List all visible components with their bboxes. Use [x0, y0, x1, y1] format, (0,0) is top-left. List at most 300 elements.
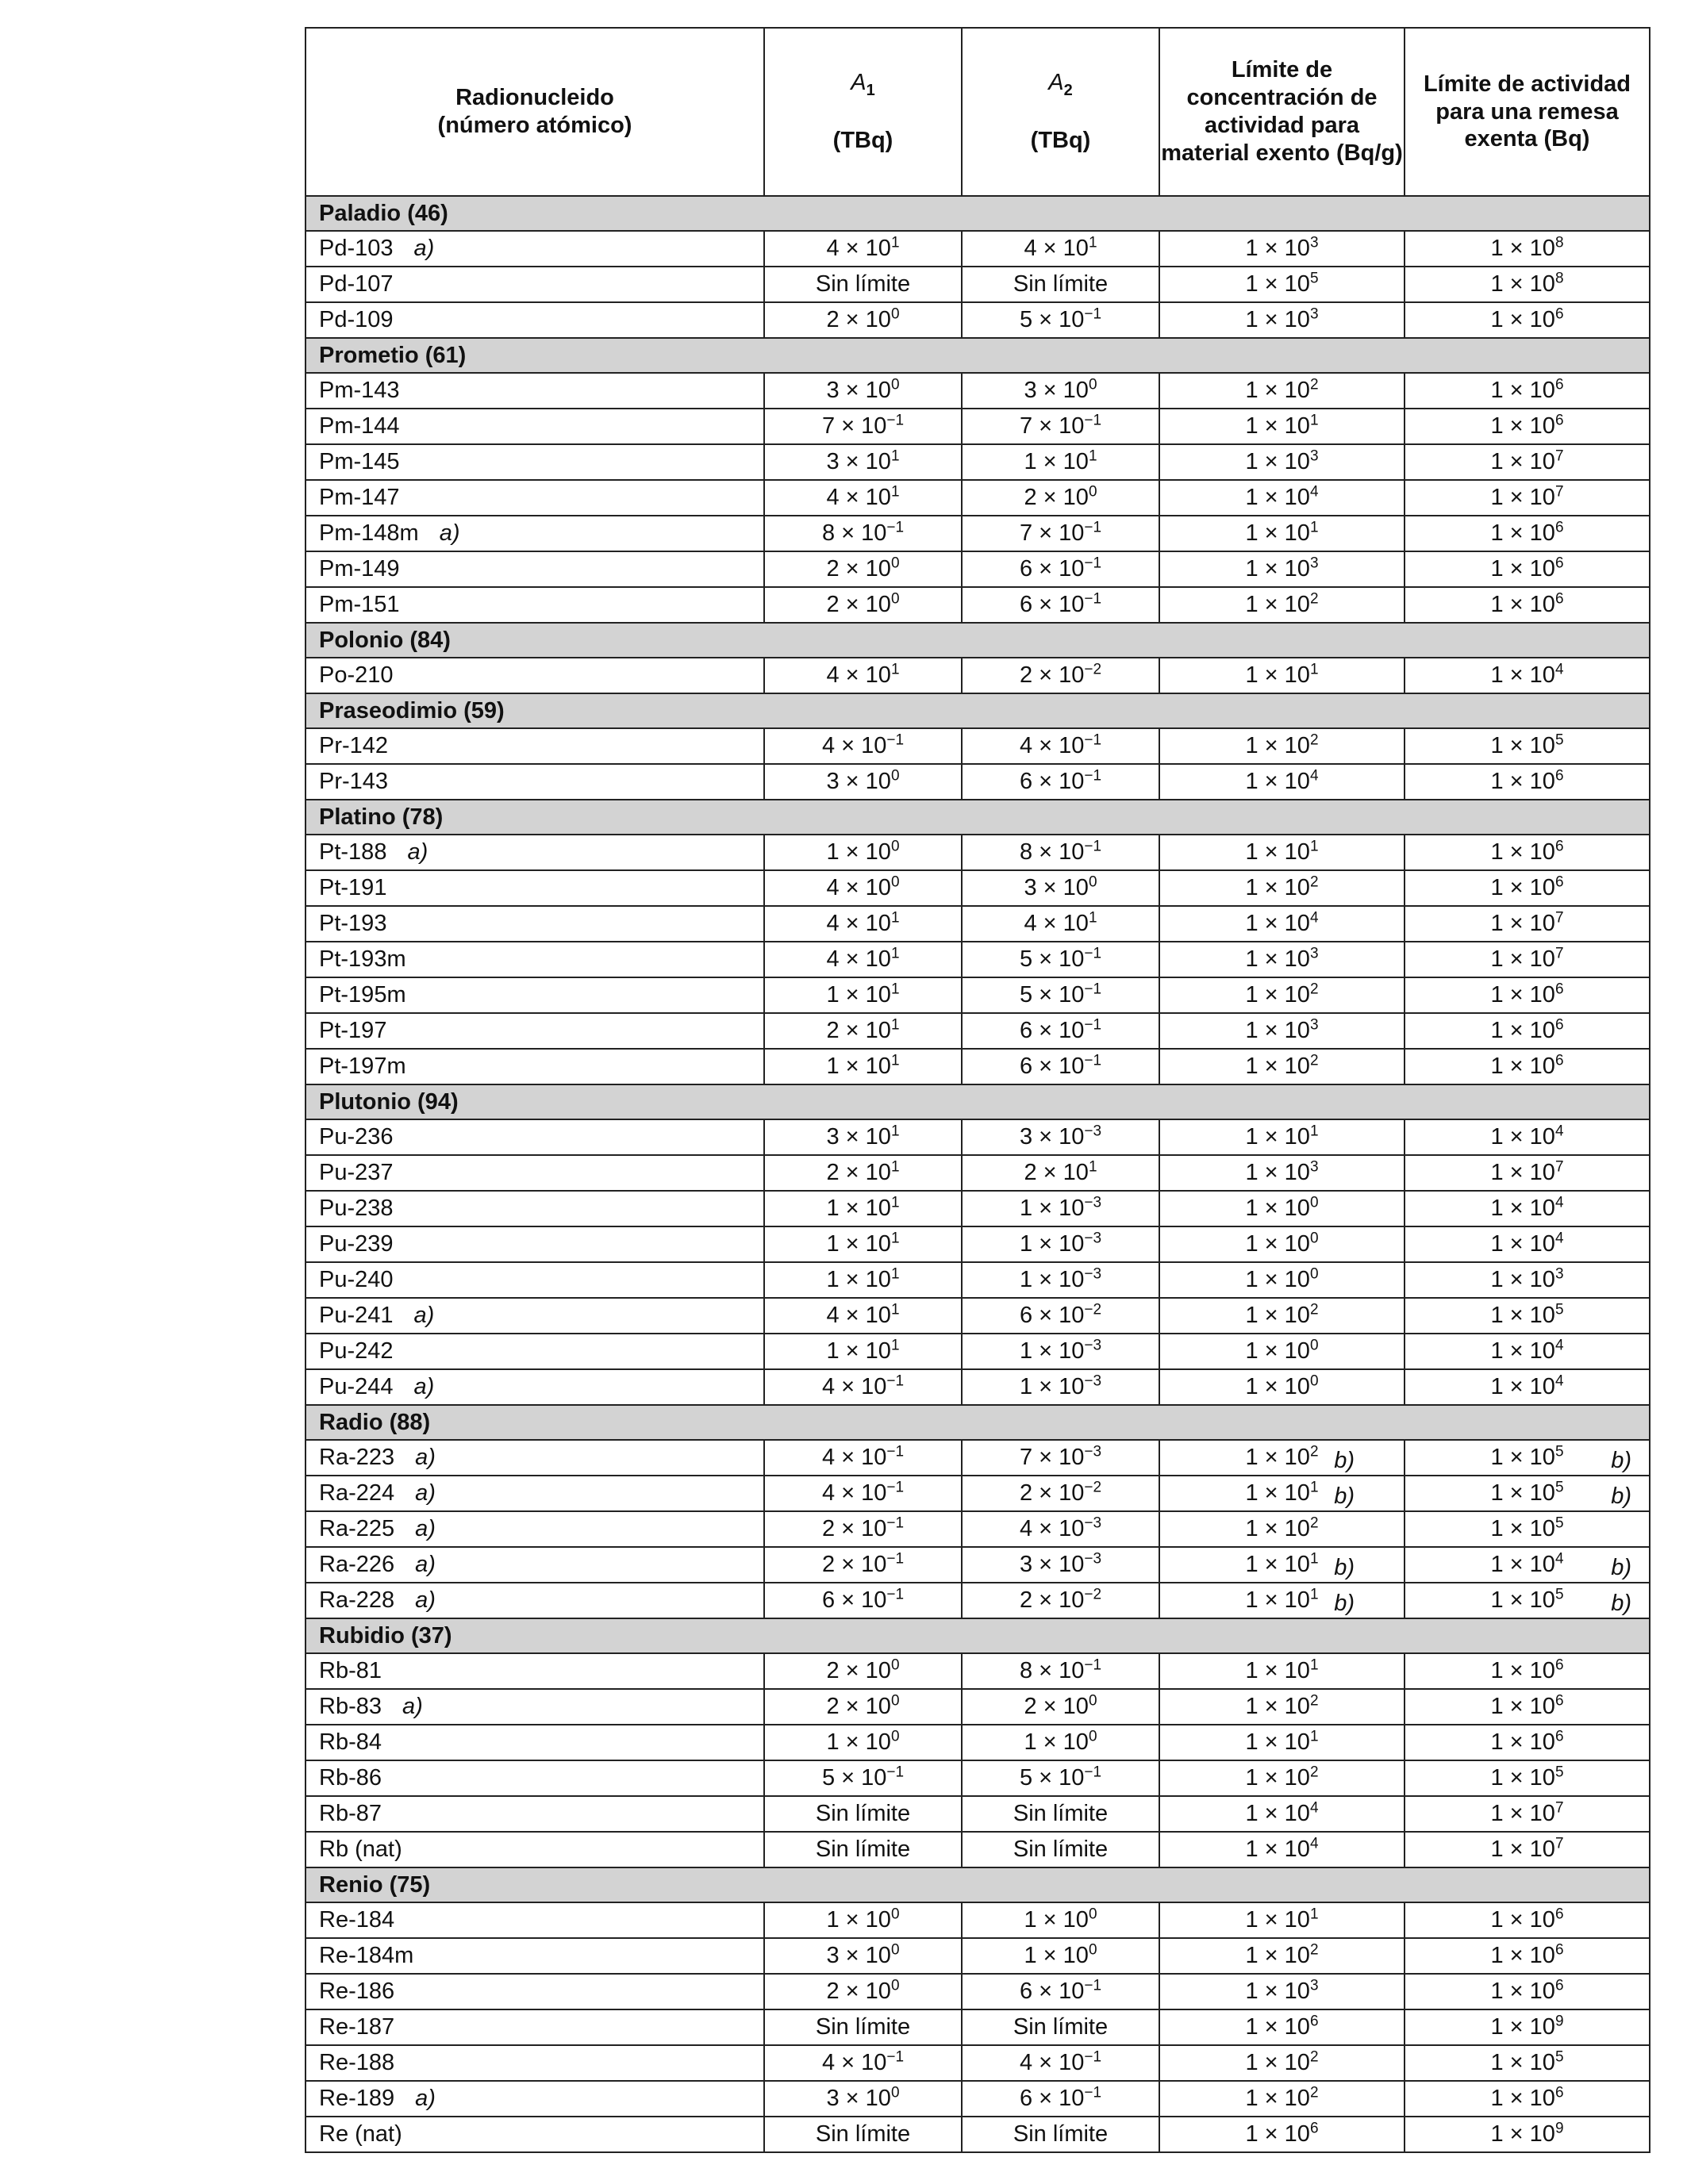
- table-row: [306, 835, 1650, 870]
- concentration-times: × 10: [1258, 1587, 1310, 1614]
- concentration-cell: [1159, 409, 1405, 444]
- a2-exponent: −1: [1084, 731, 1102, 749]
- concentration-exponent: 2: [1309, 873, 1319, 891]
- concentration-exponent: 3: [1309, 555, 1319, 572]
- consignment-times: × 10: [1503, 520, 1555, 547]
- consignment-cell: [1405, 1440, 1650, 1476]
- nuclide-cell: [306, 1974, 764, 2009]
- a1-exponent: 0: [890, 2084, 900, 2101]
- consignment-mantissa: 1: [1490, 1303, 1504, 1329]
- a2-times: × 10: [1032, 1552, 1085, 1578]
- consignment-cell: [1405, 1155, 1650, 1191]
- a2-mantissa: 1: [1019, 1267, 1033, 1293]
- a1-text: Sin límite: [815, 1837, 911, 1863]
- consignment-exponent: 6: [1554, 2084, 1564, 2101]
- a1-cell: [764, 1155, 962, 1191]
- a2-exponent: −1: [1084, 1656, 1102, 1674]
- consignment-mantissa: 1: [1490, 1765, 1504, 1791]
- concentration-exponent: 2: [1309, 2048, 1319, 2066]
- nuclide-name: Pu-238: [319, 1196, 394, 1222]
- a2-cell: [962, 1298, 1159, 1334]
- concentration-footnote: b): [1334, 1448, 1355, 1473]
- a2-exponent: 1: [1088, 909, 1097, 927]
- consignment-times: × 10: [1503, 1445, 1555, 1471]
- a2-cell: [962, 2117, 1159, 2152]
- concentration-exponent: 3: [1309, 945, 1319, 962]
- a2-times: × 10: [1032, 1658, 1085, 1684]
- consignment-mantissa: 1: [1490, 1837, 1504, 1863]
- a1-times: × 10: [835, 1445, 887, 1471]
- a1-mantissa: 1: [826, 1196, 840, 1222]
- a2-cell: [962, 1226, 1159, 1262]
- consignment-mantissa: 1: [1490, 1516, 1504, 1542]
- concentration-exponent: 2: [1309, 376, 1319, 393]
- a2-times: × 10: [1032, 1587, 1085, 1614]
- table-row: [306, 231, 1650, 267]
- header-radionuclide-label: Radionucleido: [455, 85, 614, 111]
- a2-times: × 10: [1032, 1374, 1085, 1400]
- consignment-cell: [1405, 1902, 1650, 1938]
- nuclide-name: Pt-188: [319, 839, 387, 866]
- nuclide-name: Po-210: [319, 662, 394, 689]
- consignment-times: × 10: [1503, 1018, 1555, 1044]
- concentration-mantissa: 1: [1245, 1231, 1259, 1257]
- concentration-exponent: 2: [1309, 1941, 1319, 1959]
- nuclide-name: Pr-142: [319, 733, 389, 759]
- a2-mantissa: 8: [1019, 1658, 1033, 1684]
- consignment-exponent: 7: [1554, 909, 1564, 927]
- a1-cell: [764, 1689, 962, 1725]
- a2-times: × 10: [1036, 1943, 1089, 1969]
- concentration-times: × 10: [1258, 1907, 1310, 1933]
- a2-cell: [962, 658, 1159, 693]
- concentration-times: × 10: [1258, 1338, 1310, 1365]
- a2-cell: [962, 231, 1159, 267]
- concentration-times: × 10: [1258, 662, 1310, 689]
- nuclide-name: Rb-86: [319, 1765, 382, 1791]
- concentration-mantissa: 1: [1245, 1267, 1259, 1293]
- concentration-mantissa: 1: [1245, 1445, 1259, 1471]
- a1-exponent: 1: [890, 1052, 900, 1069]
- a2-cell: [962, 2045, 1159, 2081]
- a2-mantissa: 2: [1019, 1480, 1033, 1507]
- a2-exponent: 0: [1088, 376, 1097, 393]
- consignment-mantissa: 1: [1490, 1267, 1504, 1293]
- a2-times: × 10: [1036, 378, 1089, 404]
- a1-times: × 10: [839, 1658, 891, 1684]
- a1-exponent: 0: [890, 590, 900, 608]
- a2-mantissa: 2: [1024, 485, 1037, 511]
- a2-mantissa: 1: [1024, 449, 1037, 475]
- consignment-times: × 10: [1503, 1943, 1555, 1969]
- concentration-mantissa: 1: [1245, 662, 1259, 689]
- consignment-mantissa: 1: [1490, 1374, 1504, 1400]
- a1-exponent: −1: [886, 1764, 905, 1781]
- group-name: Praseodimio (59): [306, 693, 1650, 728]
- consignment-exponent: 6: [1554, 1052, 1564, 1069]
- a1-times: × 10: [839, 1303, 891, 1329]
- concentration-times: × 10: [1258, 2086, 1310, 2112]
- consignment-mantissa: 1: [1490, 556, 1504, 582]
- concentration-cell: [1159, 977, 1405, 1013]
- table-row: [306, 1155, 1650, 1191]
- a2-exponent: −1: [1084, 305, 1102, 323]
- consignment-times: × 10: [1503, 1552, 1555, 1578]
- concentration-times: × 10: [1258, 1943, 1310, 1969]
- a1-times: × 10: [839, 236, 891, 262]
- concentration-mantissa: 1: [1245, 769, 1259, 795]
- concentration-times: × 10: [1258, 1445, 1310, 1471]
- concentration-mantissa: 1: [1245, 1837, 1259, 1863]
- consignment-times: × 10: [1503, 1801, 1555, 1827]
- a2-mantissa: 6: [1019, 1054, 1033, 1080]
- concentration-mantissa: 1: [1245, 1694, 1259, 1720]
- table-body: [306, 196, 1650, 2152]
- a2-exponent: −3: [1084, 1550, 1102, 1568]
- nuclide-cell: [306, 870, 764, 906]
- concentration-mantissa: 1: [1245, 875, 1259, 901]
- a1-mantissa: 2: [826, 307, 840, 333]
- group-row: [306, 196, 1650, 231]
- group-name: Plutonio (94): [306, 1084, 1650, 1119]
- concentration-mantissa: 1: [1245, 946, 1259, 973]
- concentration-cell: [1159, 2045, 1405, 2081]
- consignment-times: × 10: [1503, 1267, 1555, 1293]
- consignment-exponent: 6: [1554, 305, 1564, 323]
- consignment-times: × 10: [1503, 556, 1555, 582]
- concentration-mantissa: 1: [1245, 1765, 1259, 1791]
- nuclide-name: Pd-103: [319, 236, 394, 262]
- consignment-exponent: 7: [1554, 945, 1564, 962]
- consignment-exponent: 6: [1554, 555, 1564, 572]
- concentration-times: × 10: [1258, 2050, 1310, 2076]
- concentration-mantissa: 1: [1245, 1979, 1259, 2005]
- a1-times: × 10: [839, 911, 891, 937]
- a1-cell: [764, 267, 962, 302]
- nuclide-name: Pm-143: [319, 378, 400, 404]
- concentration-mantissa: 1: [1245, 1907, 1259, 1933]
- table-row: [306, 1689, 1650, 1725]
- concentration-times: × 10: [1258, 592, 1310, 618]
- a2-times: × 10: [1032, 1231, 1085, 1257]
- a1-mantissa: 1: [826, 1729, 840, 1756]
- concentration-cell: [1159, 1547, 1405, 1583]
- a2-cell: [962, 2009, 1159, 2045]
- consignment-mantissa: 1: [1490, 1587, 1504, 1614]
- nuclide-name: Pu-239: [319, 1231, 394, 1257]
- concentration-cell: [1159, 2117, 1405, 2152]
- table-row: [306, 1974, 1650, 2009]
- consignment-mantissa: 1: [1490, 1979, 1504, 2005]
- header-radionuclide: [306, 28, 764, 196]
- consignment-mantissa: 1: [1490, 1124, 1504, 1150]
- consignment-times: × 10: [1503, 1124, 1555, 1150]
- consignment-exponent: 5: [1554, 1443, 1564, 1460]
- concentration-times: × 10: [1258, 1694, 1310, 1720]
- nuclide-cell: [306, 1725, 764, 1760]
- a2-times: × 10: [1032, 769, 1085, 795]
- table-row: [306, 444, 1650, 480]
- a2-text: Sin límite: [1013, 271, 1109, 297]
- a1-mantissa: 4: [826, 662, 840, 689]
- table-row: [306, 906, 1650, 942]
- a2-times: × 10: [1032, 1018, 1085, 1044]
- consignment-mantissa: 1: [1490, 1943, 1504, 1969]
- concentration-mantissa: 1: [1245, 1729, 1259, 1756]
- consignment-cell: [1405, 409, 1650, 444]
- table-row: [306, 1653, 1650, 1689]
- consignment-mantissa: 1: [1490, 946, 1504, 973]
- consignment-mantissa: 1: [1490, 1694, 1504, 1720]
- a2-mantissa: 2: [1024, 1694, 1037, 1720]
- nuclide-name: Pu-236: [319, 1124, 394, 1150]
- a2-exponent: 1: [1088, 234, 1097, 251]
- a1-cell: [764, 1583, 962, 1618]
- a2-cell: [962, 1119, 1159, 1155]
- a1-times: × 10: [839, 839, 891, 866]
- concentration-exponent: 3: [1309, 1977, 1319, 1994]
- group-row: [306, 693, 1650, 728]
- a2-cell: [962, 2081, 1159, 2117]
- consignment-times: × 10: [1503, 1196, 1555, 1222]
- a2-times: × 10: [1032, 520, 1085, 547]
- a2-cell: [962, 1476, 1159, 1511]
- consignment-exponent: 6: [1554, 1728, 1564, 1745]
- consignment-cell: [1405, 1262, 1650, 1298]
- nuclide-name: Pu-240: [319, 1267, 394, 1293]
- consignment-cell: [1405, 1119, 1650, 1155]
- concentration-exponent: 0: [1309, 1194, 1319, 1211]
- nuclide-name: Re-188: [319, 2050, 395, 2076]
- consignment-cell: [1405, 1796, 1650, 1832]
- concentration-exponent: 0: [1309, 1230, 1319, 1247]
- a2-times: × 10: [1032, 946, 1085, 973]
- a2-mantissa: 1: [1024, 1907, 1037, 1933]
- nuclide-cell: [306, 942, 764, 977]
- a1-exponent: 1: [890, 483, 900, 501]
- a1-exponent: 1: [890, 909, 900, 927]
- consignment-exponent: 6: [1554, 1941, 1564, 1959]
- table-row: [306, 1725, 1650, 1760]
- nuclide-name: Re-184m: [319, 1943, 414, 1969]
- a2-cell: [962, 870, 1159, 906]
- concentration-cell: [1159, 658, 1405, 693]
- nuclide-footnote: a): [407, 839, 428, 866]
- consignment-cell: [1405, 1583, 1650, 1618]
- nuclide-cell: [306, 267, 764, 302]
- concentration-times: × 10: [1258, 413, 1310, 439]
- nuclide-name: Pu-244: [319, 1374, 394, 1400]
- group-row: [306, 1618, 1650, 1653]
- concentration-mantissa: 1: [1245, 485, 1259, 511]
- consignment-mantissa: 1: [1490, 1552, 1504, 1578]
- concentration-mantissa: 1: [1245, 1160, 1259, 1186]
- a2-mantissa: 1: [1019, 1338, 1033, 1365]
- concentration-exponent: 4: [1309, 483, 1319, 501]
- table-row: [306, 1902, 1650, 1938]
- a2-cell: [962, 942, 1159, 977]
- a1-times: × 10: [835, 413, 887, 439]
- a1-mantissa: 4: [821, 1480, 836, 1507]
- concentration-cell: [1159, 1119, 1405, 1155]
- nuclide-name: Pm-147: [319, 485, 400, 511]
- consignment-times: × 10: [1503, 1587, 1555, 1614]
- a1-mantissa: 2: [821, 1516, 836, 1542]
- table-row: [306, 1938, 1650, 1974]
- a2-exponent: −1: [1084, 555, 1102, 572]
- header-a1-unit: (TBq): [832, 128, 893, 153]
- nuclide-cell: [306, 302, 764, 338]
- concentration-times: × 10: [1258, 2014, 1310, 2040]
- concentration-cell: [1159, 587, 1405, 623]
- concentration-times: × 10: [1258, 733, 1310, 759]
- group-row: [306, 338, 1650, 373]
- consignment-mantissa: 1: [1490, 271, 1504, 297]
- nuclide-cell: [306, 444, 764, 480]
- table-row: [306, 1760, 1650, 1796]
- nuclide-name: Pr-143: [319, 769, 389, 795]
- a2-exponent: 1: [1088, 1158, 1097, 1176]
- consignment-cell: [1405, 302, 1650, 338]
- consignment-cell: [1405, 516, 1650, 551]
- concentration-cell: [1159, 1476, 1405, 1511]
- table-row: [306, 1440, 1650, 1476]
- nuclide-name: Pm-151: [319, 592, 400, 618]
- concentration-cell: [1159, 1226, 1405, 1262]
- a2-mantissa: 2: [1024, 1160, 1037, 1186]
- a2-cell: [962, 1013, 1159, 1049]
- a2-times: × 10: [1036, 1694, 1089, 1720]
- a2-cell: [962, 1440, 1159, 1476]
- consignment-mantissa: 1: [1490, 1907, 1504, 1933]
- a2-cell: [962, 267, 1159, 302]
- concentration-mantissa: 1: [1245, 1801, 1259, 1827]
- a2-text: Sin límite: [1013, 1801, 1109, 1827]
- nuclide-name: Ra-225: [319, 1516, 395, 1542]
- nuclide-name: Ra-226: [319, 1552, 395, 1578]
- a2-cell: [962, 1511, 1159, 1547]
- header-a2-subscript: 2: [1063, 82, 1073, 99]
- a1-mantissa: 2: [826, 1694, 840, 1720]
- a1-cell: [764, 1262, 962, 1298]
- nuclide-cell: [306, 1155, 764, 1191]
- a2-text: Sin límite: [1013, 2121, 1109, 2148]
- a1-exponent: 0: [890, 1692, 900, 1710]
- consignment-times: × 10: [1503, 1054, 1555, 1080]
- consignment-mantissa: 1: [1490, 2086, 1504, 2112]
- concentration-mantissa: 1: [1245, 1196, 1259, 1222]
- consignment-cell: [1405, 587, 1650, 623]
- nuclide-cell: [306, 2009, 764, 2045]
- a2-cell: [962, 1832, 1159, 1867]
- consignment-cell: [1405, 906, 1650, 942]
- a2-mantissa: 1: [1019, 1374, 1033, 1400]
- a2-cell: [962, 1155, 1159, 1191]
- concentration-exponent: 1: [1309, 1479, 1319, 1496]
- table-row: [306, 1832, 1650, 1867]
- a1-times: × 10: [839, 1160, 891, 1186]
- nuclide-name: Pu-237: [319, 1160, 394, 1186]
- a1-mantissa: 3: [826, 1124, 840, 1150]
- a1-exponent: 1: [890, 1265, 900, 1283]
- a2-exponent: −1: [1084, 2048, 1102, 2066]
- consignment-cell: [1405, 1298, 1650, 1334]
- concentration-exponent: 2: [1309, 1692, 1319, 1710]
- table-row: [306, 1013, 1650, 1049]
- concentration-mantissa: 1: [1245, 413, 1259, 439]
- nuclide-cell: [306, 764, 764, 800]
- concentration-cell: [1159, 302, 1405, 338]
- concentration-cell: [1159, 1902, 1405, 1938]
- a1-times: × 10: [835, 1587, 887, 1614]
- concentration-cell: [1159, 906, 1405, 942]
- a2-mantissa: 2: [1019, 662, 1033, 689]
- a2-exponent: −2: [1084, 661, 1102, 678]
- consignment-exponent: 5: [1554, 731, 1564, 749]
- a1-cell: [764, 1049, 962, 1084]
- concentration-exponent: 2: [1309, 1764, 1319, 1781]
- a2-cell: [962, 444, 1159, 480]
- consignment-exponent: 6: [1554, 376, 1564, 393]
- consignment-exponent: 4: [1554, 661, 1564, 678]
- table-row: [306, 1298, 1650, 1334]
- a2-mantissa: 1: [1019, 1196, 1033, 1222]
- consignment-cell: [1405, 1760, 1650, 1796]
- a2-times: × 10: [1036, 1907, 1089, 1933]
- a2-mantissa: 6: [1019, 1018, 1033, 1044]
- concentration-exponent: 3: [1309, 305, 1319, 323]
- a2-mantissa: 7: [1019, 1445, 1033, 1471]
- nuclide-footnote: a): [439, 520, 460, 547]
- a1-cell: [764, 2117, 962, 2152]
- concentration-cell: [1159, 1191, 1405, 1226]
- consignment-times: × 10: [1503, 982, 1555, 1008]
- nuclide-footnote: a): [402, 1694, 423, 1720]
- concentration-cell: [1159, 764, 1405, 800]
- concentration-times: × 10: [1258, 556, 1310, 582]
- group-row: [306, 1867, 1650, 1902]
- table-row: [306, 551, 1650, 587]
- a2-times: × 10: [1032, 307, 1085, 333]
- consignment-exponent: 6: [1554, 873, 1564, 891]
- consignment-exponent: 7: [1554, 1158, 1564, 1176]
- concentration-times: × 10: [1258, 1160, 1310, 1186]
- concentration-mantissa: 1: [1245, 2014, 1259, 2040]
- a1-times: × 10: [839, 1729, 891, 1756]
- consignment-mantissa: 1: [1490, 592, 1504, 618]
- concentration-exponent: 4: [1309, 909, 1319, 927]
- nuclide-cell: [306, 551, 764, 587]
- header-a2-symbol: A: [1048, 70, 1064, 96]
- a1-cell: [764, 1760, 962, 1796]
- header-concentration-limit: Límite de concentración de actividad para material exento (Bq/g): [1159, 28, 1405, 196]
- concentration-exponent: 1: [1309, 838, 1319, 855]
- a1-times: × 10: [839, 982, 891, 1008]
- consignment-footnote: b): [1611, 1591, 1631, 1616]
- a2-exponent: 0: [1088, 1728, 1097, 1745]
- consignment-exponent: 6: [1554, 590, 1564, 608]
- concentration-times: × 10: [1258, 1516, 1310, 1542]
- consignment-exponent: 6: [1554, 767, 1564, 785]
- a2-exponent: −3: [1084, 1194, 1102, 1211]
- a1-mantissa: 1: [826, 839, 840, 866]
- a1-text: Sin límite: [815, 2014, 911, 2040]
- a1-cell: [764, 302, 962, 338]
- consignment-mantissa: 1: [1490, 449, 1504, 475]
- concentration-times: × 10: [1258, 946, 1310, 973]
- a1-times: × 10: [839, 1979, 891, 2005]
- a2-cell: [962, 835, 1159, 870]
